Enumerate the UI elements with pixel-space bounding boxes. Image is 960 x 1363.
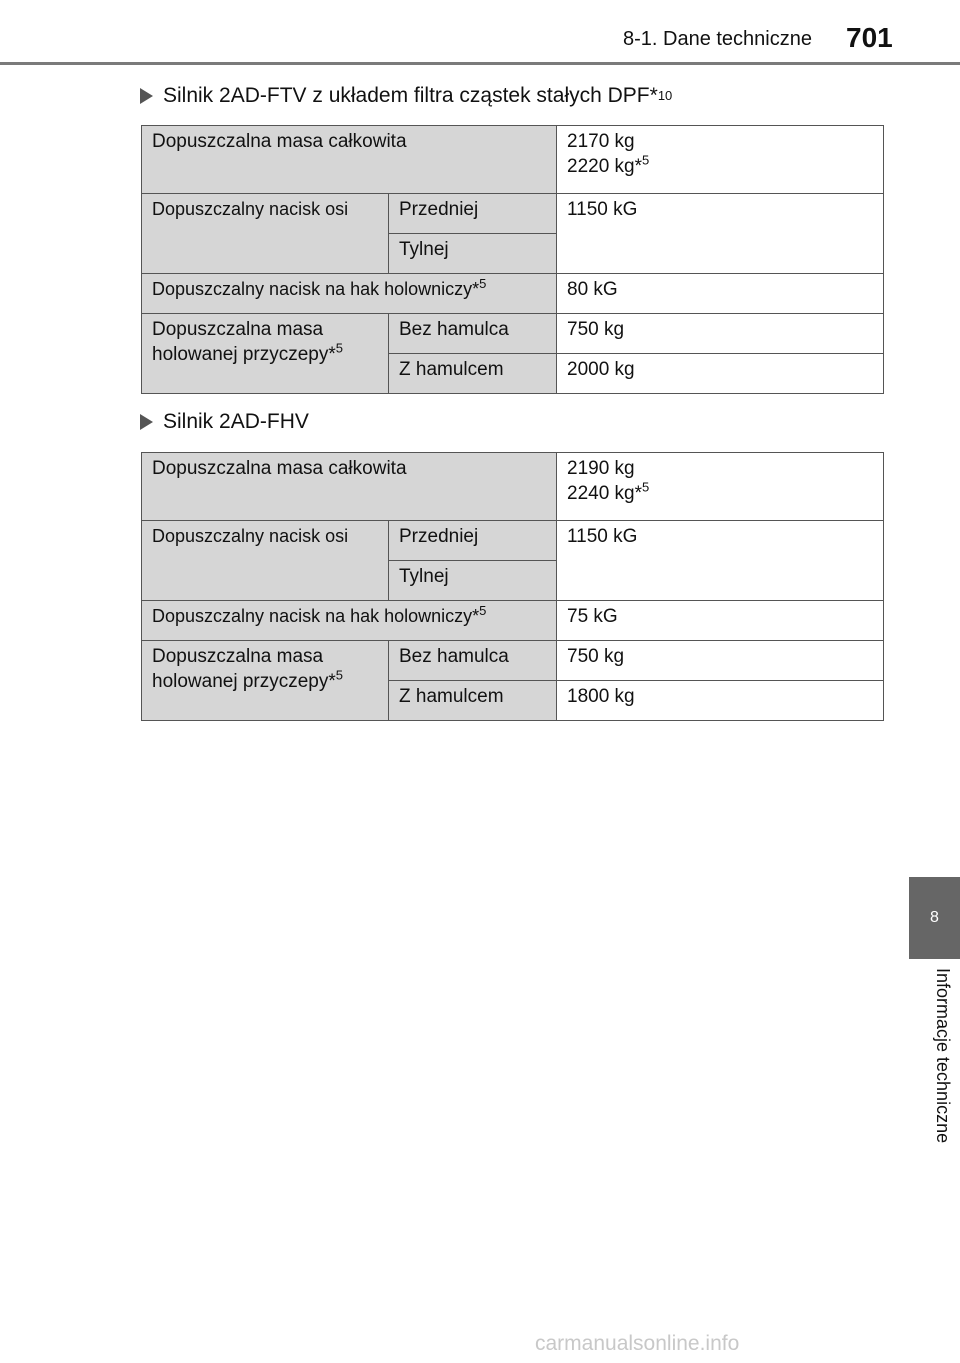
total-mass-value-2: 2220 kg* [567,155,643,177]
total-mass-label: Dopuszczalna masa całkowita [142,126,557,194]
axle-load-label: Dopuszczalny nacisk osi [142,194,389,274]
total-mass-value-2-sup: 5 [642,479,650,495]
trailer-mass-label-1: Dopuszczalna masa [152,319,324,340]
axle-front-label: Przedniej [389,194,557,234]
trailer-mass-sup: 5 [335,667,343,683]
triangle-bullet-icon [140,414,153,430]
axle-load-label: Dopuszczalny nacisk osi [142,521,389,601]
no-brake-value: 750 kg [557,641,884,681]
total-mass-value-2-sup: 5 [642,152,650,168]
chapter-number: 8 [930,909,939,926]
hitch-load-value: 80 kG [557,274,884,314]
page-number: 701 [846,22,893,53]
header-divider [0,62,960,65]
hitch-load-label-cell [142,274,557,314]
total-mass-value [557,453,884,521]
section-title-2ad-ftv: Silnik 2AD-FTV z układem filtra cząstek stałych DPF* 10 [140,84,672,108]
axle-rear-label: Tylnej [389,234,557,274]
total-mass-value-2-line [567,152,873,180]
trailer-mass-label-2-line [152,667,378,695]
section-title-2ad-fhv [140,410,309,434]
hitch-load-label-cell [142,601,557,641]
trailer-mass-sup: 5 [335,340,343,356]
axle-load-value: 1150 kG [557,521,884,601]
no-brake-value: 750 kg [557,314,884,354]
hitch-load-sup: 5 [479,276,487,291]
brake-value: 2000 kg [557,354,884,394]
hitch-load-label: Dopuszczalny nacisk na hak holowniczy* [152,606,480,626]
trailer-mass-label [142,314,389,394]
trailer-mass-label-2: holowanej przyczepy* [152,670,336,692]
axle-load-value: 1150 kG [557,194,884,274]
trailer-mass-label-1: Dopuszczalna masa [152,646,324,667]
brake-label: Z hamulcem [389,354,557,394]
spec-table-2ad-fhv [141,452,884,721]
axle-front-label: Przedniej [389,521,557,561]
total-mass-value [557,126,884,194]
hitch-load-label: Dopuszczalny nacisk na hak holowniczy* [152,279,480,299]
trailer-mass-label-2: holowanej przyczepy* [152,343,336,365]
triangle-bullet-icon [140,88,153,104]
chapter-tab[interactable] [909,877,960,959]
trailer-mass-label-2-line [152,340,378,368]
hitch-load-sup: 5 [479,603,487,618]
total-mass-value-1: 2170 kg [567,131,635,152]
no-brake-label: Bez hamulca [389,314,557,354]
chapter-label: Informacje techniczne [933,968,953,1144]
trailer-mass-label [142,641,389,721]
hitch-load-value: 75 kG [557,601,884,641]
total-mass-value-2: 2240 kg* [567,482,643,504]
total-mass-value-2-line [567,479,873,507]
section-title-text: Silnik 2AD-FHV [163,410,309,433]
brake-value: 1800 kg [557,681,884,721]
axle-rear-label: Tylnej [389,561,557,601]
no-brake-label: Bez hamulca [389,641,557,681]
brake-label: Z hamulcem [389,681,557,721]
section-title-text: Silnik 2AD-FTV z układem filtra cząstek stałych DPF* [163,84,658,107]
total-mass-label: Dopuszczalna masa całkowita [142,453,557,521]
total-mass-value-1: 2190 kg [567,458,635,479]
watermark: carmanualsonline.info [535,1332,740,1355]
spec-table-2ad-ftv [141,125,884,394]
header-section-title: 8-1. Dane techniczne [622,28,812,50]
